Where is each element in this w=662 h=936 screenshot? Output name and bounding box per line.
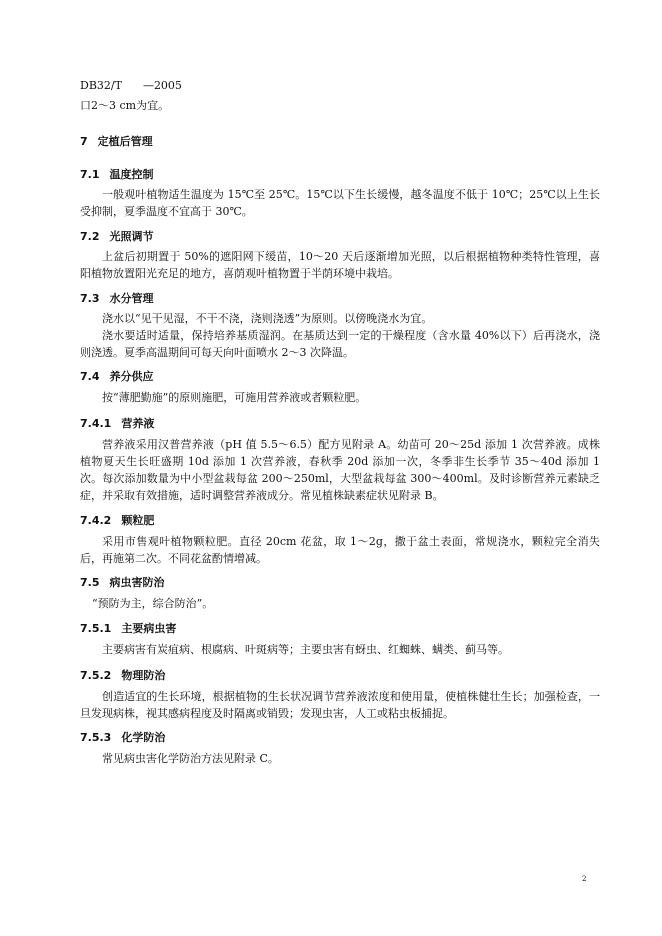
heading-7-5: 7.5 病虫害防治 bbox=[80, 576, 165, 589]
heading-7-2: 7.2 光照调节 bbox=[80, 230, 154, 243]
continued-text: 口2～3 cm为宜。 bbox=[80, 99, 170, 112]
paragraph-chemical-control: 常见病虫害化学防治方法见附录 C。 bbox=[102, 752, 279, 765]
page-header bbox=[80, 79, 182, 92]
paragraph-granule: 采用市售观叶植物颗粒肥。直径 20cm 花盆，取 1～2g，撒于盆土表面，常规浇水，颗粒完全消失后，再施第二次。不同花盆酌情增减。 bbox=[80, 535, 600, 565]
paragraph-main-pests: 主要病害有炭疽病、根腐病、叶斑病等；主要虫害有蚜虫、红蜘蛛、螨类、蓟马等。 bbox=[102, 643, 509, 656]
heading-7-3: 7.3 水分管理 bbox=[80, 292, 154, 305]
heading-7-4-2: 7.4.2 颗粒肥 bbox=[80, 514, 155, 527]
paragraph-nutrient-solution: 营养液采用汉普营养液（pH 值 5.5～6.5）配方见附录 A。幼苗可 20～25d 添加 1 次营养液。成株植物夏天生长旺盛期 10d 添加 1 次营养液，春秋季 20d 添加一次，冬季非生长季节 35～40d 添加 1 次。每次添加数量为中小型盆栽每盆 200～250ml，大型盆栽每盆 300～400ml。及时诊断营养元素缺乏症，并采取有效措施，适时调整营养液成分。常见植株缺素症状见附录 B。 bbox=[80, 438, 600, 502]
paragraph-temperature: 一般观叶植物适生温度为 15℃至 25℃。15℃以下生长缓慢，越冬温度不低于 10℃；25℃以上生长受抑制，夏季温度不宜高于 30℃。 bbox=[80, 188, 600, 218]
standard-code: DB32/T bbox=[80, 79, 122, 92]
page-number: 2 bbox=[582, 875, 587, 883]
paragraph-pest-principle: “预防为主，综合防治”。 bbox=[92, 597, 214, 610]
paragraph-nutrient: 按“薄肥勤施”的原则施肥，可施用营养液或者颗粒肥。 bbox=[102, 391, 367, 404]
standard-year: —2005 bbox=[142, 79, 182, 92]
heading-7-5-3: 7.5.3 化学防治 bbox=[80, 731, 166, 744]
heading-7-4: 7.4 养分供应 bbox=[80, 370, 154, 383]
heading-7-5-1: 7.5.1 主要病虫害 bbox=[80, 622, 177, 635]
paragraph-light: 上盆后初期置于 50%的遮阳网下缓苗，10～20 天后逐渐增加光照，以后根据植物种类特性管理，喜阳植物放置阳光充足的地方，喜荫观叶植物置于半荫环境中栽培。 bbox=[80, 250, 600, 280]
paragraph-water-1: 浇水以“见干见湿，不干不浇，浇则浇透”为原则。以傍晚浇水为宜。 bbox=[102, 312, 433, 325]
heading-7-5-2: 7.5.2 物理防治 bbox=[80, 669, 166, 682]
paragraph-water-2: 浇水要适时适量，保持培养基质湿润。在基质达到一定的干燥程度（含水量 40%以下）后再浇水，浇则浇透。夏季高温期间可每天向叶面喷水 2～3 次降温。 bbox=[80, 329, 600, 359]
heading-7: 7 定植后管理 bbox=[80, 135, 153, 148]
heading-7-4-1: 7.4.1 营养液 bbox=[80, 417, 155, 430]
heading-7-1: 7.1 温度控制 bbox=[80, 168, 154, 181]
paragraph-physical-control: 创造适宜的生长环境，根据植物的生长状况调节营养液浓度和使用量，使植株健壮生长；加强检查，一旦发现病株，视其感病程度及时隔离或销毁；发现虫害，人工或粘虫板捕捉。 bbox=[80, 690, 600, 720]
